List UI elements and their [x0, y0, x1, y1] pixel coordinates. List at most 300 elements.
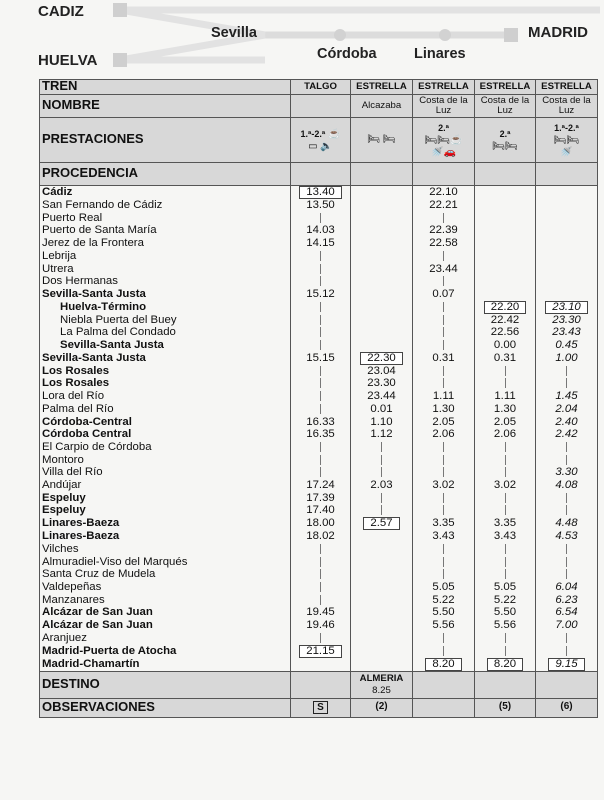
time-cell: [351, 275, 413, 288]
time-cell: [413, 365, 475, 378]
time-cell: [475, 466, 536, 479]
time-value: 1.30: [493, 402, 517, 415]
pass-through-line: [505, 544, 506, 554]
time-cell: [291, 632, 351, 645]
station-row: [40, 377, 598, 390]
time-value: 8.20: [425, 658, 461, 671]
time-cell: [291, 224, 351, 237]
time-cell: [351, 517, 413, 530]
pass-through-line: [566, 493, 567, 503]
time-value: 5.22: [432, 593, 455, 606]
cafeteria-icon: ☕: [328, 128, 341, 140]
time-cell: [291, 517, 351, 530]
time-cell: [291, 606, 351, 619]
time-cell: [475, 594, 536, 607]
shower-icon: 🚿: [431, 146, 444, 158]
destino-1: ALMERIA 8.25: [351, 671, 413, 698]
station-name: La Palma del Condado: [40, 326, 291, 339]
time-cell: [413, 479, 475, 492]
bed-icon: 🛏: [492, 140, 505, 152]
time-cell: [291, 403, 351, 416]
station-row: [40, 326, 598, 339]
row-observaciones: [40, 698, 598, 717]
time-cell: [475, 339, 536, 352]
pass-through-line: [566, 544, 567, 554]
time-cell: [291, 275, 351, 288]
time-cell: [291, 377, 351, 390]
pass-through-line: [320, 302, 321, 312]
pass-through-line: [443, 251, 444, 261]
time-cell: [475, 224, 536, 237]
time-cell: [475, 556, 536, 569]
time-cell: [536, 275, 598, 288]
time-cell: [291, 658, 351, 672]
time-cell: [475, 568, 536, 581]
pass-through-line: [443, 327, 444, 337]
time-cell: [413, 441, 475, 454]
station-name: Linares-Baeza: [40, 517, 291, 530]
tren-1: ESTRELLA: [351, 80, 413, 95]
nombre-3: Costa de la Luz: [475, 95, 536, 118]
time-cell: [475, 314, 536, 327]
pass-through-line: [505, 455, 506, 465]
station-name: Linares-Baeza: [40, 530, 291, 543]
time-value: 2.42: [555, 428, 578, 441]
time-cell: [351, 441, 413, 454]
time-cell: [351, 632, 413, 645]
time-cell: [413, 416, 475, 429]
time-cell: [475, 606, 536, 619]
time-value: 0.31: [432, 351, 455, 364]
service-icons: [291, 128, 350, 153]
row-tren: [40, 80, 598, 95]
time-value: 0.45: [555, 339, 578, 352]
station-name: Madrid-Puerta de Atocha: [40, 645, 291, 658]
time-cell: [291, 301, 351, 314]
station-row: [40, 466, 598, 479]
time-value: 15.15: [306, 351, 335, 364]
tren-4: ESTRELLA: [536, 80, 598, 95]
time-value: 9.15: [548, 658, 584, 671]
time-cell: [536, 377, 598, 390]
station-row: [40, 224, 598, 237]
time-cell: [413, 504, 475, 517]
route-madrid: MADRID: [528, 24, 588, 41]
time-value: 2.06: [432, 428, 455, 441]
pass-through-line: [381, 493, 382, 503]
station-row: [40, 479, 598, 492]
time-cell: [291, 288, 351, 301]
time-cell: [536, 403, 598, 416]
station-name: Niebla Puerta del Buey: [40, 314, 291, 327]
time-value: 0.00: [493, 339, 517, 352]
time-cell: [475, 275, 536, 288]
obs-4: (6): [536, 698, 598, 717]
pass-through-line: [505, 467, 506, 477]
station-name: Aranjuez: [40, 632, 291, 645]
pass-through-line: [443, 544, 444, 554]
time-cell: [413, 250, 475, 263]
time-cell: [413, 543, 475, 556]
time-cell: [475, 517, 536, 530]
time-cell: [351, 237, 413, 250]
clase-3: 2.ª: [499, 128, 511, 139]
pass-through-line: [443, 569, 444, 579]
time-value: 0.07: [432, 287, 455, 300]
station-name: Los Rosales: [40, 377, 291, 390]
time-value: 2.03: [370, 479, 393, 492]
time-value: 23.44: [429, 262, 458, 275]
pass-through-line: [320, 340, 321, 350]
time-cell: [351, 530, 413, 543]
nombre-label: NOMBRE: [40, 95, 291, 118]
station-name: Alcázar de San Juan: [40, 619, 291, 632]
time-cell: [351, 224, 413, 237]
station-row: [40, 365, 598, 378]
time-value: 22.20: [484, 301, 527, 314]
time-cell: [413, 403, 475, 416]
station-name: Valdepeñas: [40, 581, 291, 594]
pass-through-line: [505, 493, 506, 503]
time-value: 3.43: [493, 530, 517, 543]
pass-through-line: [320, 264, 321, 274]
time-cell: [536, 186, 598, 200]
time-cell: [413, 377, 475, 390]
station-row: [40, 492, 598, 505]
station-row: [40, 517, 598, 530]
pass-through-line: [443, 493, 444, 503]
time-cell: [351, 403, 413, 416]
time-cell: [536, 212, 598, 225]
route-cordoba: Córdoba: [317, 46, 377, 62]
time-cell: [351, 352, 413, 365]
time-cell: [475, 454, 536, 467]
time-cell: [475, 212, 536, 225]
time-cell: [413, 263, 475, 276]
route-cadiz: CADIZ: [38, 3, 84, 20]
time-cell: [475, 581, 536, 594]
time-cell: [291, 365, 351, 378]
station-name: Palma del Río: [40, 403, 291, 416]
time-value: 0.01: [370, 402, 393, 415]
pass-through-line: [443, 213, 444, 223]
car-transport-icon: 🚗: [443, 146, 456, 158]
tren-3: ESTRELLA: [475, 80, 536, 95]
pass-through-line: [443, 646, 444, 656]
station-row: [40, 619, 598, 632]
time-cell: [351, 479, 413, 492]
prestaciones-3: [475, 118, 536, 163]
time-cell: [413, 212, 475, 225]
time-cell: [291, 466, 351, 479]
pass-through-line: [566, 569, 567, 579]
pass-through-line: [381, 442, 382, 452]
station-name: Montoro: [40, 454, 291, 467]
time-value: 3.30: [555, 466, 578, 479]
pass-through-line: [566, 646, 567, 656]
time-cell: [536, 416, 598, 429]
time-value: 23.04: [367, 364, 396, 377]
station-row: [40, 645, 598, 658]
time-cell: [291, 556, 351, 569]
station-row: [40, 594, 598, 607]
time-cell: [536, 301, 598, 314]
time-cell: [413, 632, 475, 645]
time-cell: [351, 658, 413, 672]
time-value: 14.03: [306, 224, 335, 237]
time-cell: [351, 263, 413, 276]
time-cell: [475, 186, 536, 200]
time-cell: [475, 390, 536, 403]
pass-through-line: [443, 378, 444, 388]
prestaciones-0: [291, 118, 351, 163]
station-row: [40, 504, 598, 517]
pass-through-line: [320, 595, 321, 605]
station-row: [40, 263, 598, 276]
station-row: [40, 454, 598, 467]
time-cell: [475, 250, 536, 263]
time-cell: [536, 237, 598, 250]
station-row: [40, 275, 598, 288]
time-cell: [413, 301, 475, 314]
pass-through-line: [443, 633, 444, 643]
station-name: Lora del Río: [40, 390, 291, 403]
time-value: 2.05: [432, 415, 455, 428]
row-prestaciones: [40, 118, 598, 163]
time-value: 13.50: [306, 199, 335, 211]
time-cell: [475, 543, 536, 556]
shower-icon: 🚿: [560, 146, 573, 158]
time-cell: [291, 441, 351, 454]
pass-through-line: [443, 467, 444, 477]
time-cell: [351, 556, 413, 569]
couchette-icon: 🛏: [566, 134, 580, 146]
time-cell: [536, 454, 598, 467]
pass-through-line: [320, 327, 321, 337]
time-cell: [291, 594, 351, 607]
time-value: 7.00: [555, 619, 578, 632]
time-cell: [536, 543, 598, 556]
pass-through-line: [320, 569, 321, 579]
time-cell: [413, 237, 475, 250]
station-name: Puerto Real: [40, 212, 291, 225]
time-value: 16.33: [306, 415, 335, 428]
time-cell: [351, 199, 413, 212]
time-cell: [351, 326, 413, 339]
time-value: 23.44: [367, 390, 396, 403]
station-name: Sevilla-Santa Justa: [40, 352, 291, 365]
time-cell: [536, 428, 598, 441]
time-cell: [351, 250, 413, 263]
station-name: Andújar: [40, 479, 291, 492]
time-value: 22.21: [429, 199, 458, 211]
nombre-2: Costa de la Luz: [413, 95, 475, 118]
time-cell: [291, 492, 351, 505]
time-cell: [475, 403, 536, 416]
time-cell: [413, 454, 475, 467]
pass-through-line: [505, 646, 506, 656]
pass-through-line: [566, 557, 567, 567]
time-value: 22.58: [429, 237, 458, 250]
time-cell: [536, 250, 598, 263]
time-value: 2.06: [493, 428, 517, 441]
station-name: Espeluy: [40, 504, 291, 517]
time-value: 1.11: [432, 390, 455, 403]
time-cell: [475, 441, 536, 454]
time-cell: [536, 352, 598, 365]
station-name: San Fernando de Cádiz: [40, 199, 291, 212]
station-row: [40, 581, 598, 594]
pass-through-line: [566, 442, 567, 452]
station-row: [40, 568, 598, 581]
time-cell: [351, 454, 413, 467]
procedencia-label: PROCEDENCIA: [40, 163, 291, 186]
time-value: 4.48: [555, 517, 578, 530]
time-cell: [536, 441, 598, 454]
audio-icon: 🔈: [320, 140, 333, 152]
time-cell: [413, 275, 475, 288]
time-value: 1.10: [370, 415, 393, 428]
time-value: 23.30: [552, 313, 581, 326]
time-cell: [475, 492, 536, 505]
time-value: 2.57: [363, 517, 399, 530]
station-name: Dos Hermanas: [40, 275, 291, 288]
station-name: Jerez de la Frontera: [40, 237, 291, 250]
clase-4: 1.ª-2.ª: [554, 122, 579, 133]
time-cell: [291, 352, 351, 365]
time-cell: [351, 301, 413, 314]
station-name: Puerto de Santa María: [40, 224, 291, 237]
station-name: Lebrija: [40, 250, 291, 263]
time-cell: [351, 594, 413, 607]
time-cell: [536, 326, 598, 339]
time-value: 3.35: [432, 517, 455, 530]
station-name: Manzanares: [40, 594, 291, 607]
time-value: 4.53: [555, 530, 578, 543]
station-row: [40, 186, 598, 200]
time-cell: [413, 199, 475, 212]
pass-through-line: [320, 455, 321, 465]
time-cell: [291, 619, 351, 632]
time-value: 1.12: [370, 428, 393, 441]
time-cell: [291, 543, 351, 556]
couchette-icon: 🛏: [505, 140, 518, 152]
time-value: 3.02: [493, 479, 517, 492]
time-value: 5.56: [493, 619, 517, 632]
time-cell: [475, 263, 536, 276]
time-cell: [536, 314, 598, 327]
time-cell: [536, 504, 598, 517]
pass-through-line: [566, 455, 567, 465]
pass-through-line: [443, 505, 444, 515]
time-cell: [536, 568, 598, 581]
pass-through-line: [443, 366, 444, 376]
station-row: [40, 658, 598, 672]
time-value: 22.42: [490, 313, 520, 326]
station-row: [40, 212, 598, 225]
time-value: 17.24: [306, 479, 335, 492]
time-value: 3.35: [493, 517, 517, 530]
time-value: 0.31: [493, 351, 517, 364]
time-value: 3.43: [432, 530, 455, 543]
pass-through-line: [566, 505, 567, 515]
time-cell: [536, 339, 598, 352]
station-name: Almuradiel-Viso del Marqués: [40, 556, 291, 569]
pass-through-line: [320, 366, 321, 376]
station-name: Alcázar de San Juan: [40, 606, 291, 619]
time-value: 5.56: [432, 619, 455, 632]
time-cell: [291, 250, 351, 263]
time-cell: [475, 428, 536, 441]
station-row: [40, 339, 598, 352]
time-value: 6.54: [555, 606, 578, 619]
time-cell: [413, 606, 475, 619]
time-cell: [536, 492, 598, 505]
time-cell: [413, 645, 475, 658]
station-name: Córdoba-Central: [40, 416, 291, 429]
time-value: 22.39: [429, 224, 458, 237]
route-sevilla: Sevilla: [211, 25, 257, 41]
time-value: 6.04: [555, 580, 578, 593]
station-row: [40, 403, 598, 416]
pass-through-line: [443, 302, 444, 312]
time-value: 23.43: [552, 326, 581, 339]
time-cell: [351, 606, 413, 619]
time-cell: [413, 530, 475, 543]
time-value: 4.08: [555, 479, 578, 492]
station-name: Utrera: [40, 263, 291, 276]
time-cell: [475, 416, 536, 429]
station-row: [40, 250, 598, 263]
time-cell: [475, 658, 536, 672]
station-name: El Carpio de Córdoba: [40, 441, 291, 454]
time-cell: [291, 390, 351, 403]
pass-through-line: [320, 276, 321, 286]
time-cell: [291, 314, 351, 327]
time-cell: [413, 314, 475, 327]
time-value: 23.30: [367, 377, 396, 390]
time-cell: [413, 492, 475, 505]
row-procedencia: [40, 163, 598, 186]
time-value: 6.23: [555, 593, 578, 606]
time-cell: [413, 568, 475, 581]
pass-through-line: [381, 467, 382, 477]
time-cell: [536, 263, 598, 276]
time-cell: [536, 466, 598, 479]
time-value: 2.04: [555, 402, 578, 415]
bed-icon: 🛏: [367, 134, 381, 145]
time-cell: [413, 658, 475, 672]
time-cell: [291, 416, 351, 429]
time-value: 16.35: [306, 428, 335, 441]
time-cell: [351, 581, 413, 594]
pass-through-line: [505, 557, 506, 567]
time-cell: [351, 365, 413, 378]
time-cell: [291, 212, 351, 225]
time-cell: [475, 365, 536, 378]
time-value: 5.22: [493, 593, 517, 606]
pass-through-line: [566, 366, 567, 376]
pass-through-line: [505, 442, 506, 452]
pass-through-line: [566, 378, 567, 388]
clase-2: 2.ª: [438, 122, 449, 133]
station-name: Huelva-Término: [40, 301, 291, 314]
station-row: [40, 416, 598, 429]
pass-through-line: [443, 276, 444, 286]
time-cell: [475, 301, 536, 314]
time-cell: [536, 479, 598, 492]
time-cell: [475, 326, 536, 339]
